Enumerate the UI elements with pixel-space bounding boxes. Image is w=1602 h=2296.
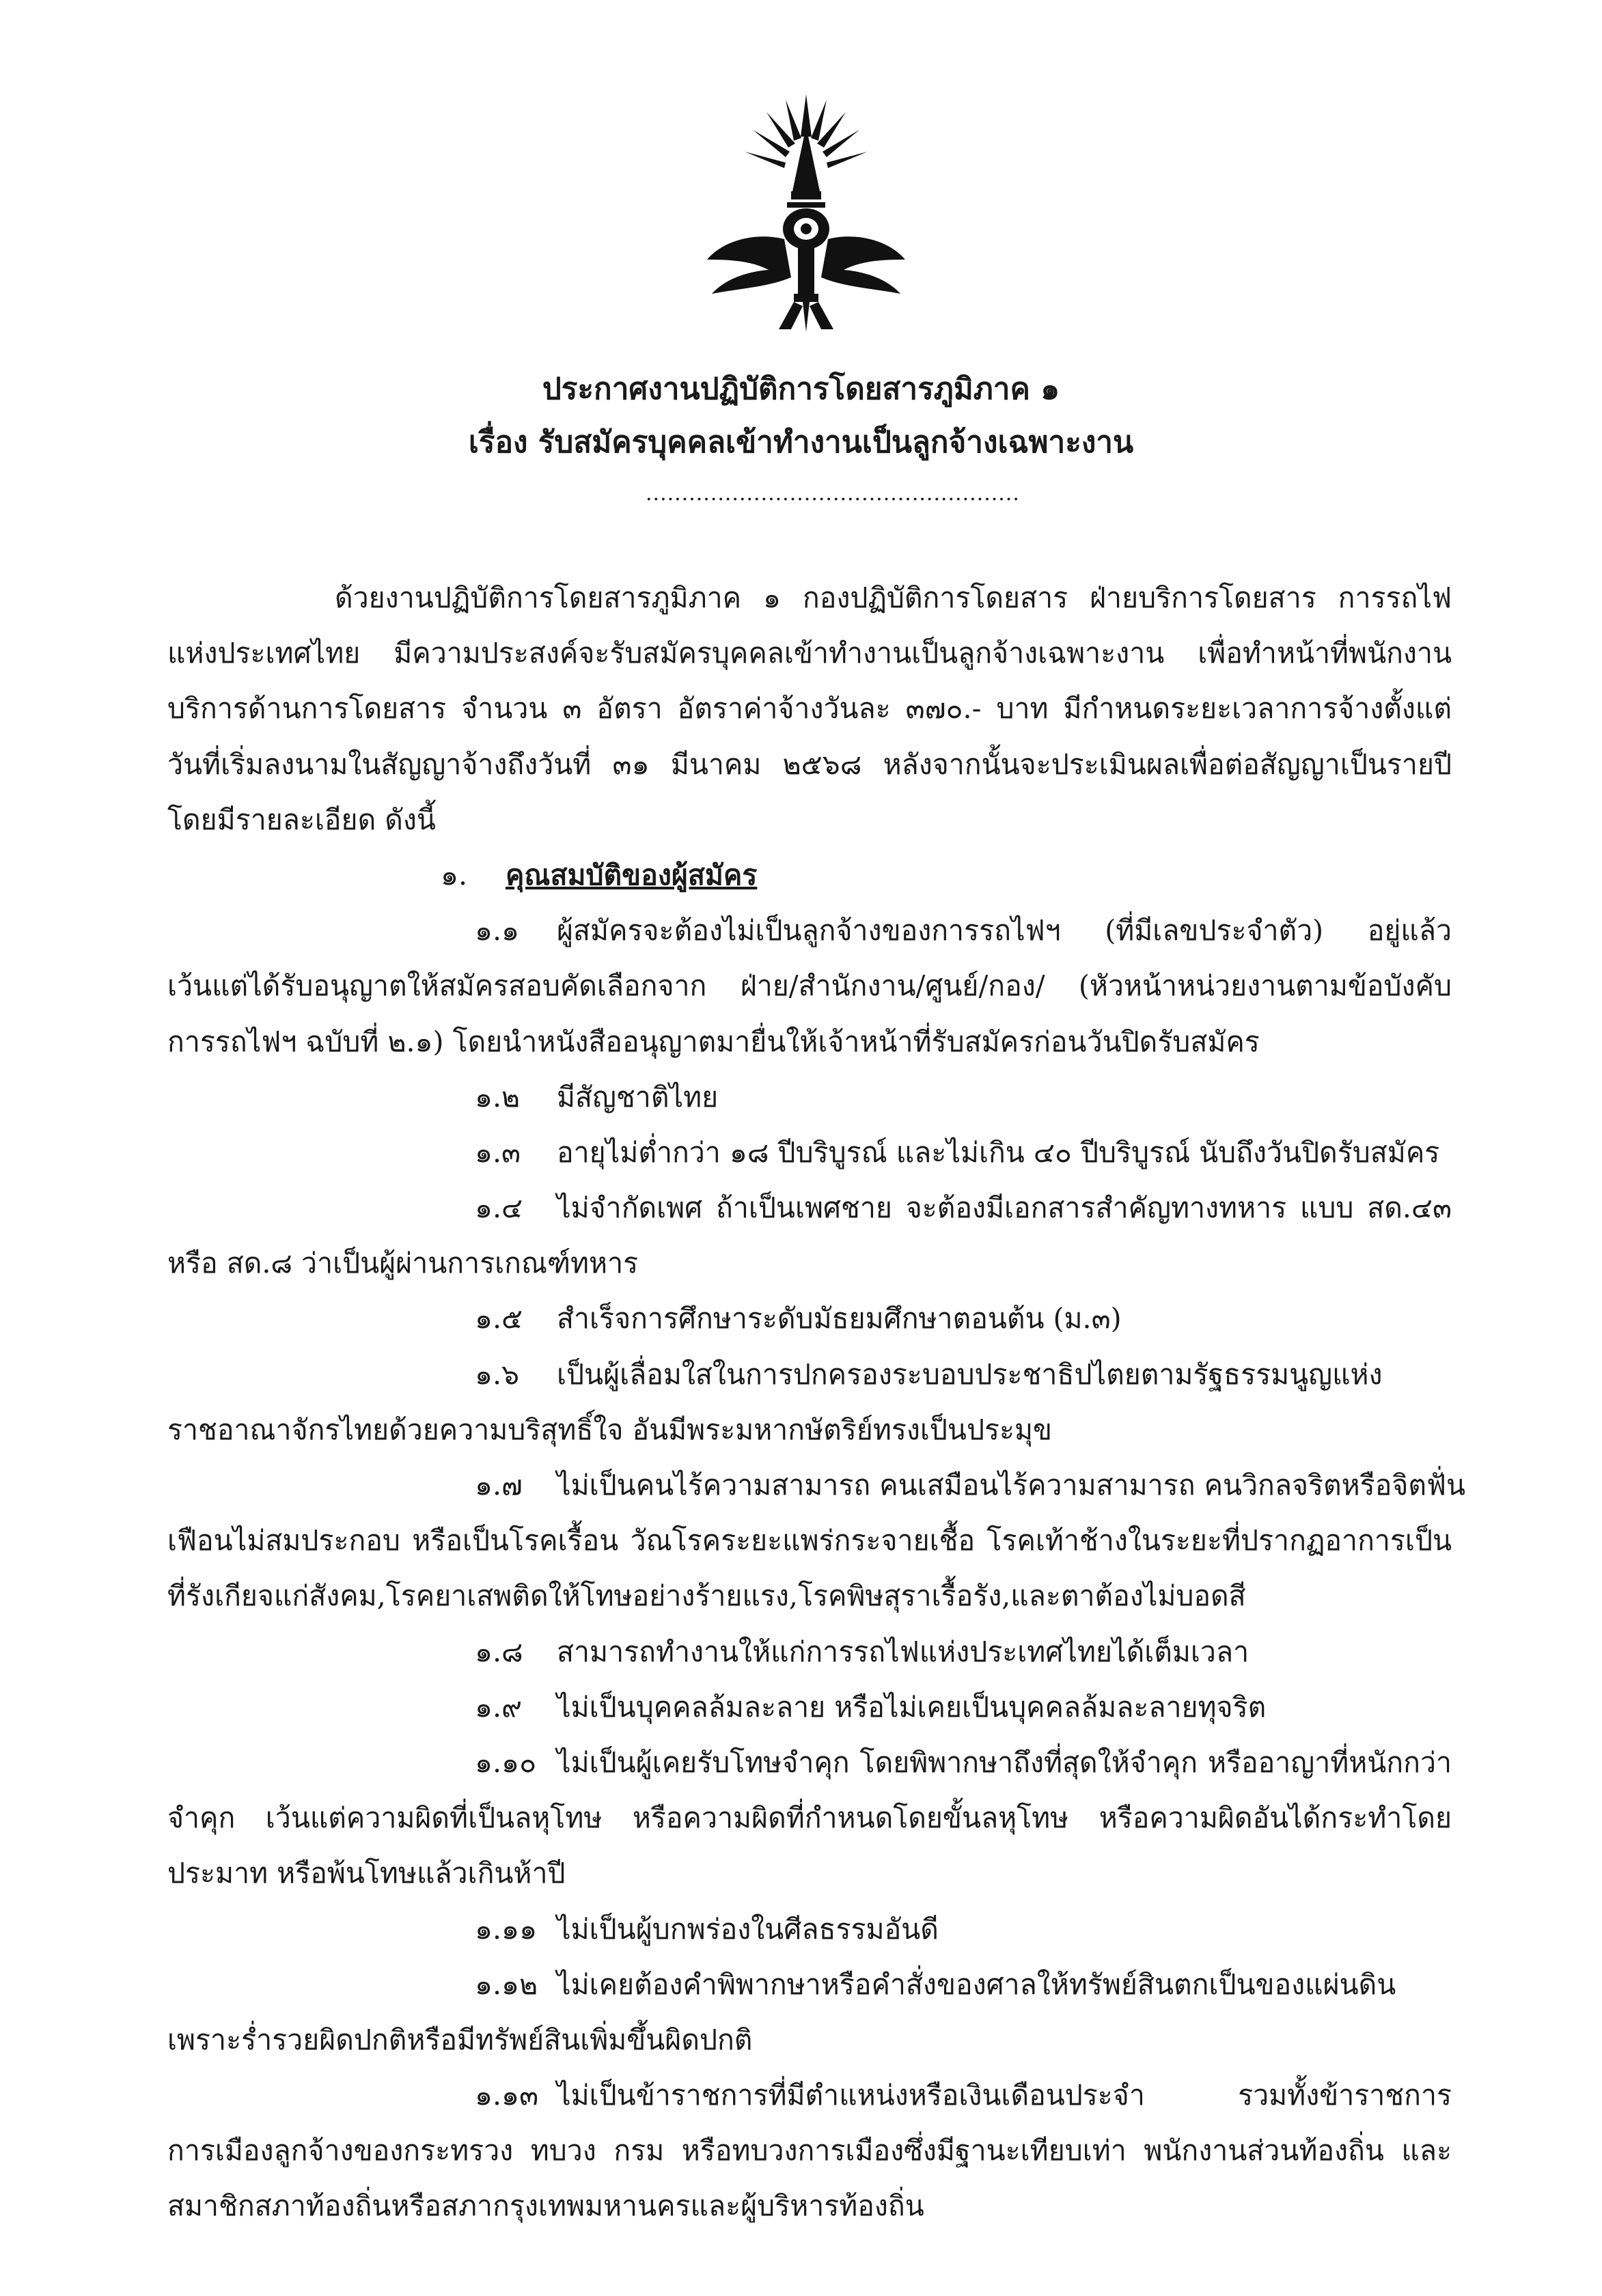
item-continuation: ที่รังเกียจแก่สังคม,โรคยาเสพติดให้โทษอย่างร้ายแรง,โรคพิษสุราเรื้อรัง,และตาต้องไม่บอดสี bbox=[167, 1579, 1246, 1613]
qualification-item bbox=[167, 1347, 1452, 1402]
title-separator: .................................................... bbox=[646, 482, 1020, 506]
item-continuation: สมาชิกสภาท้องถิ่นหรือสภากรุงเทพมหานครและผู้บริหารท้องถิ่น bbox=[167, 2189, 924, 2223]
section-heading bbox=[167, 848, 1452, 903]
item-text: ไม่เป็นผู้บกพร่องในศีลธรรมอันดี bbox=[557, 1912, 939, 1946]
railway-emblem-icon bbox=[704, 89, 909, 335]
item-continuation: ประมาท หรือพ้นโทษแล้วเกินห้าปี bbox=[167, 1857, 566, 1890]
section-number: ๑. bbox=[441, 858, 468, 891]
item-number: ๑.๗ bbox=[475, 1469, 523, 1502]
intro-line: วันที่เริ่มลงนามในสัญญาจ้างถึงวันที่ ๓๑ มีนาคม ๒๕๖๘ หลังจากนั้นจะประเมินผลเพื่อต่อสัญญาเป็นรายปี bbox=[167, 747, 1452, 781]
item-continuation: ราชอาณาจักรไทยด้วยความบริสุทธิ์ใจ อันมีพระมหากษัตริย์ทรงเป็นประมุข bbox=[167, 1413, 1053, 1446]
announcement-body bbox=[167, 570, 1466, 2235]
intro-line: บริการด้านการโดยสาร จำนวน ๓ อัตรา อัตราค่าจ้างวันละ ๓๗๐.- บาท มีกำหนดระยะเวลาการจ้างตั้งแต่ bbox=[167, 692, 1452, 725]
item-continuation: จำคุก เว้นแต่ความผิดที่เป็นลหุโทษ หรือความผิดที่กำหนดโดยขั้นลหุโทษ หรือความผิดอันได้กระทำโดย bbox=[167, 1801, 1452, 1835]
item-text: ผู้สมัครจะต้องไม่เป็นลูกจ้างของการรถไฟฯ (ที่มีเลขประจำตัว) อยู่แล้ว bbox=[557, 914, 1452, 948]
item-continuation: เฟือนไม่สมประกอบ หรือเป็นโรคเรื้อน วัณโรคระยะแพร่กระจายเชื้อ โรคเท้าช้างในระยะที่ปรากฏอาการเป็น bbox=[167, 1524, 1452, 1558]
item-text: ไม่เคยต้องคำพิพากษาหรือคำสั่งของศาลให้ทรัพย์สินตกเป็นของแผ่นดิน bbox=[557, 1967, 1396, 2001]
qualification-item bbox=[167, 1680, 1452, 1735]
qualification-item bbox=[167, 1902, 1452, 1957]
item-text: มีสัญชาติไทย bbox=[557, 1080, 719, 1114]
item-number: ๑.๑๓ bbox=[475, 2079, 539, 2112]
item-text: ไม่จำกัดเพศ ถ้าเป็นเพศชาย จะต้องมีเอกสารสำคัญทางทหาร แบบ สด.๔๓ bbox=[557, 1191, 1452, 1225]
item-number: ๑.๑๐ bbox=[475, 1745, 537, 1779]
item-number: ๑.๘ bbox=[475, 1635, 523, 1668]
item-number: ๑.๑๒ bbox=[475, 1967, 538, 2001]
item-number: ๑.๑ bbox=[475, 914, 520, 948]
item-number: ๑.๖ bbox=[475, 1357, 520, 1391]
section-title: คุณสมบัติของผู้สมัคร bbox=[506, 858, 758, 891]
item-text: ไม่เป็นผู้เคยรับโทษจำคุก โดยพิพากษาถึงที่สุดให้จำคุก หรืออาญาที่หนักกว่า bbox=[557, 1745, 1452, 1779]
announcement-title: ประกาศงานปฏิบัติการโดยสารภูมิภาค ๑ bbox=[542, 372, 1060, 406]
item-text: เป็นผู้เลื่อมใสในการปกครองระบอบประชาธิปไตยตามรัฐธรรมนูญแห่ง bbox=[557, 1357, 1383, 1391]
item-text: ไม่เป็นข้าราชการที่มีตำแหน่งหรือเงินเดือนประจำ รวมทั้งข้าราชการ bbox=[557, 2079, 1452, 2112]
item-text: สำเร็จการศึกษาระดับมัธยมศึกษาตอนต้น (ม.๓) bbox=[557, 1302, 1122, 1336]
item-continuation: การเมืองลูกจ้างของกระทรวง ทบวง กรม หรือทบวงการเมืองซึ่งมีฐานะเทียบเท่า พนักงานส่วนท้องถิ่น และ bbox=[167, 2134, 1452, 2168]
item-continuation: หรือ สด.๘ ว่าเป็นผู้ผ่านการเกณฑ์ทหาร bbox=[167, 1247, 639, 1280]
item-text: สามารถทำงานให้แก่การรถไฟแห่งประเทศไทยได้เต็มเวลา bbox=[557, 1635, 1249, 1668]
qualification-item bbox=[167, 903, 1452, 958]
qualification-item bbox=[167, 1291, 1452, 1346]
item-number: ๑.๒ bbox=[475, 1080, 521, 1114]
intro-line: โดยมีรายละเอียด ดังนี้ bbox=[167, 803, 436, 836]
intro-line: ด้วยงานปฏิบัติการโดยสารภูมิภาค ๑ กองปฏิบัติการโดยสาร ฝ่ายบริการโดยสาร การรถไฟ bbox=[335, 581, 1452, 614]
item-text: ไม่เป็นคนไร้ความสามารถ คนเสมือนไร้ความสามารถ คนวิกลจริตหรือจิตฟั่น bbox=[557, 1469, 1466, 1502]
item-text: ไม่เป็นบุคคลล้มละลาย หรือไม่เคยเป็นบุคคลล้มละลายทุจริต bbox=[557, 1690, 1267, 1724]
qualification-item bbox=[167, 1458, 1466, 1513]
item-number: ๑.๑๑ bbox=[475, 1912, 538, 1946]
item-continuation: เว้นแต่ได้รับอนุญาตให้สมัครสอบคัดเลือกจาก ฝ่าย/สำนักงาน/ศูนย์/กอง/ (หัวหน้าหน่วยงานตามข้อบังคับ bbox=[167, 969, 1452, 1003]
item-continuation: การรถไฟฯ ฉบับที่ ๒.๑) โดยนำหนังสืออนุญาตมายื่นให้เจ้าหน้าที่รับสมัครก่อนวันปิดรับสมัคร bbox=[167, 1025, 1260, 1058]
qualification-item bbox=[167, 1180, 1452, 1236]
item-continuation: เพราะร่ำรวยผิดปกติหรือมีทรัพย์สินเพิ่มขึ้นผิดปกติ bbox=[167, 2023, 753, 2056]
qualification-item bbox=[167, 1624, 1452, 1680]
item-number: ๑.๓ bbox=[475, 1135, 521, 1169]
qualification-item bbox=[167, 2068, 1452, 2123]
item-number: ๑.๔ bbox=[475, 1191, 523, 1225]
qualification-item bbox=[167, 1070, 1452, 1125]
qualification-item bbox=[167, 1735, 1452, 1790]
item-number: ๑.๙ bbox=[475, 1690, 523, 1724]
announcement-subject: เรื่อง รับสมัครบุคคลเข้าทำงานเป็นลูกจ้างเฉพาะงาน bbox=[468, 425, 1134, 460]
intro-line: แห่งประเทศไทย มีความประสงค์จะรับสมัครบุคคลเข้าทำงานเป็นลูกจ้างเฉพาะงาน เพื่อทำหน้าที่พนักงาน bbox=[167, 637, 1452, 670]
qualification-item bbox=[167, 1957, 1452, 2013]
item-number: ๑.๕ bbox=[475, 1302, 523, 1336]
qualification-item bbox=[167, 1125, 1452, 1180]
item-text: อายุไม่ต่ำกว่า ๑๘ ปีบริบูรณ์ และไม่เกิน ๔๐ ปีบริบูรณ์ นับถึงวันปิดรับสมัคร bbox=[557, 1135, 1440, 1169]
